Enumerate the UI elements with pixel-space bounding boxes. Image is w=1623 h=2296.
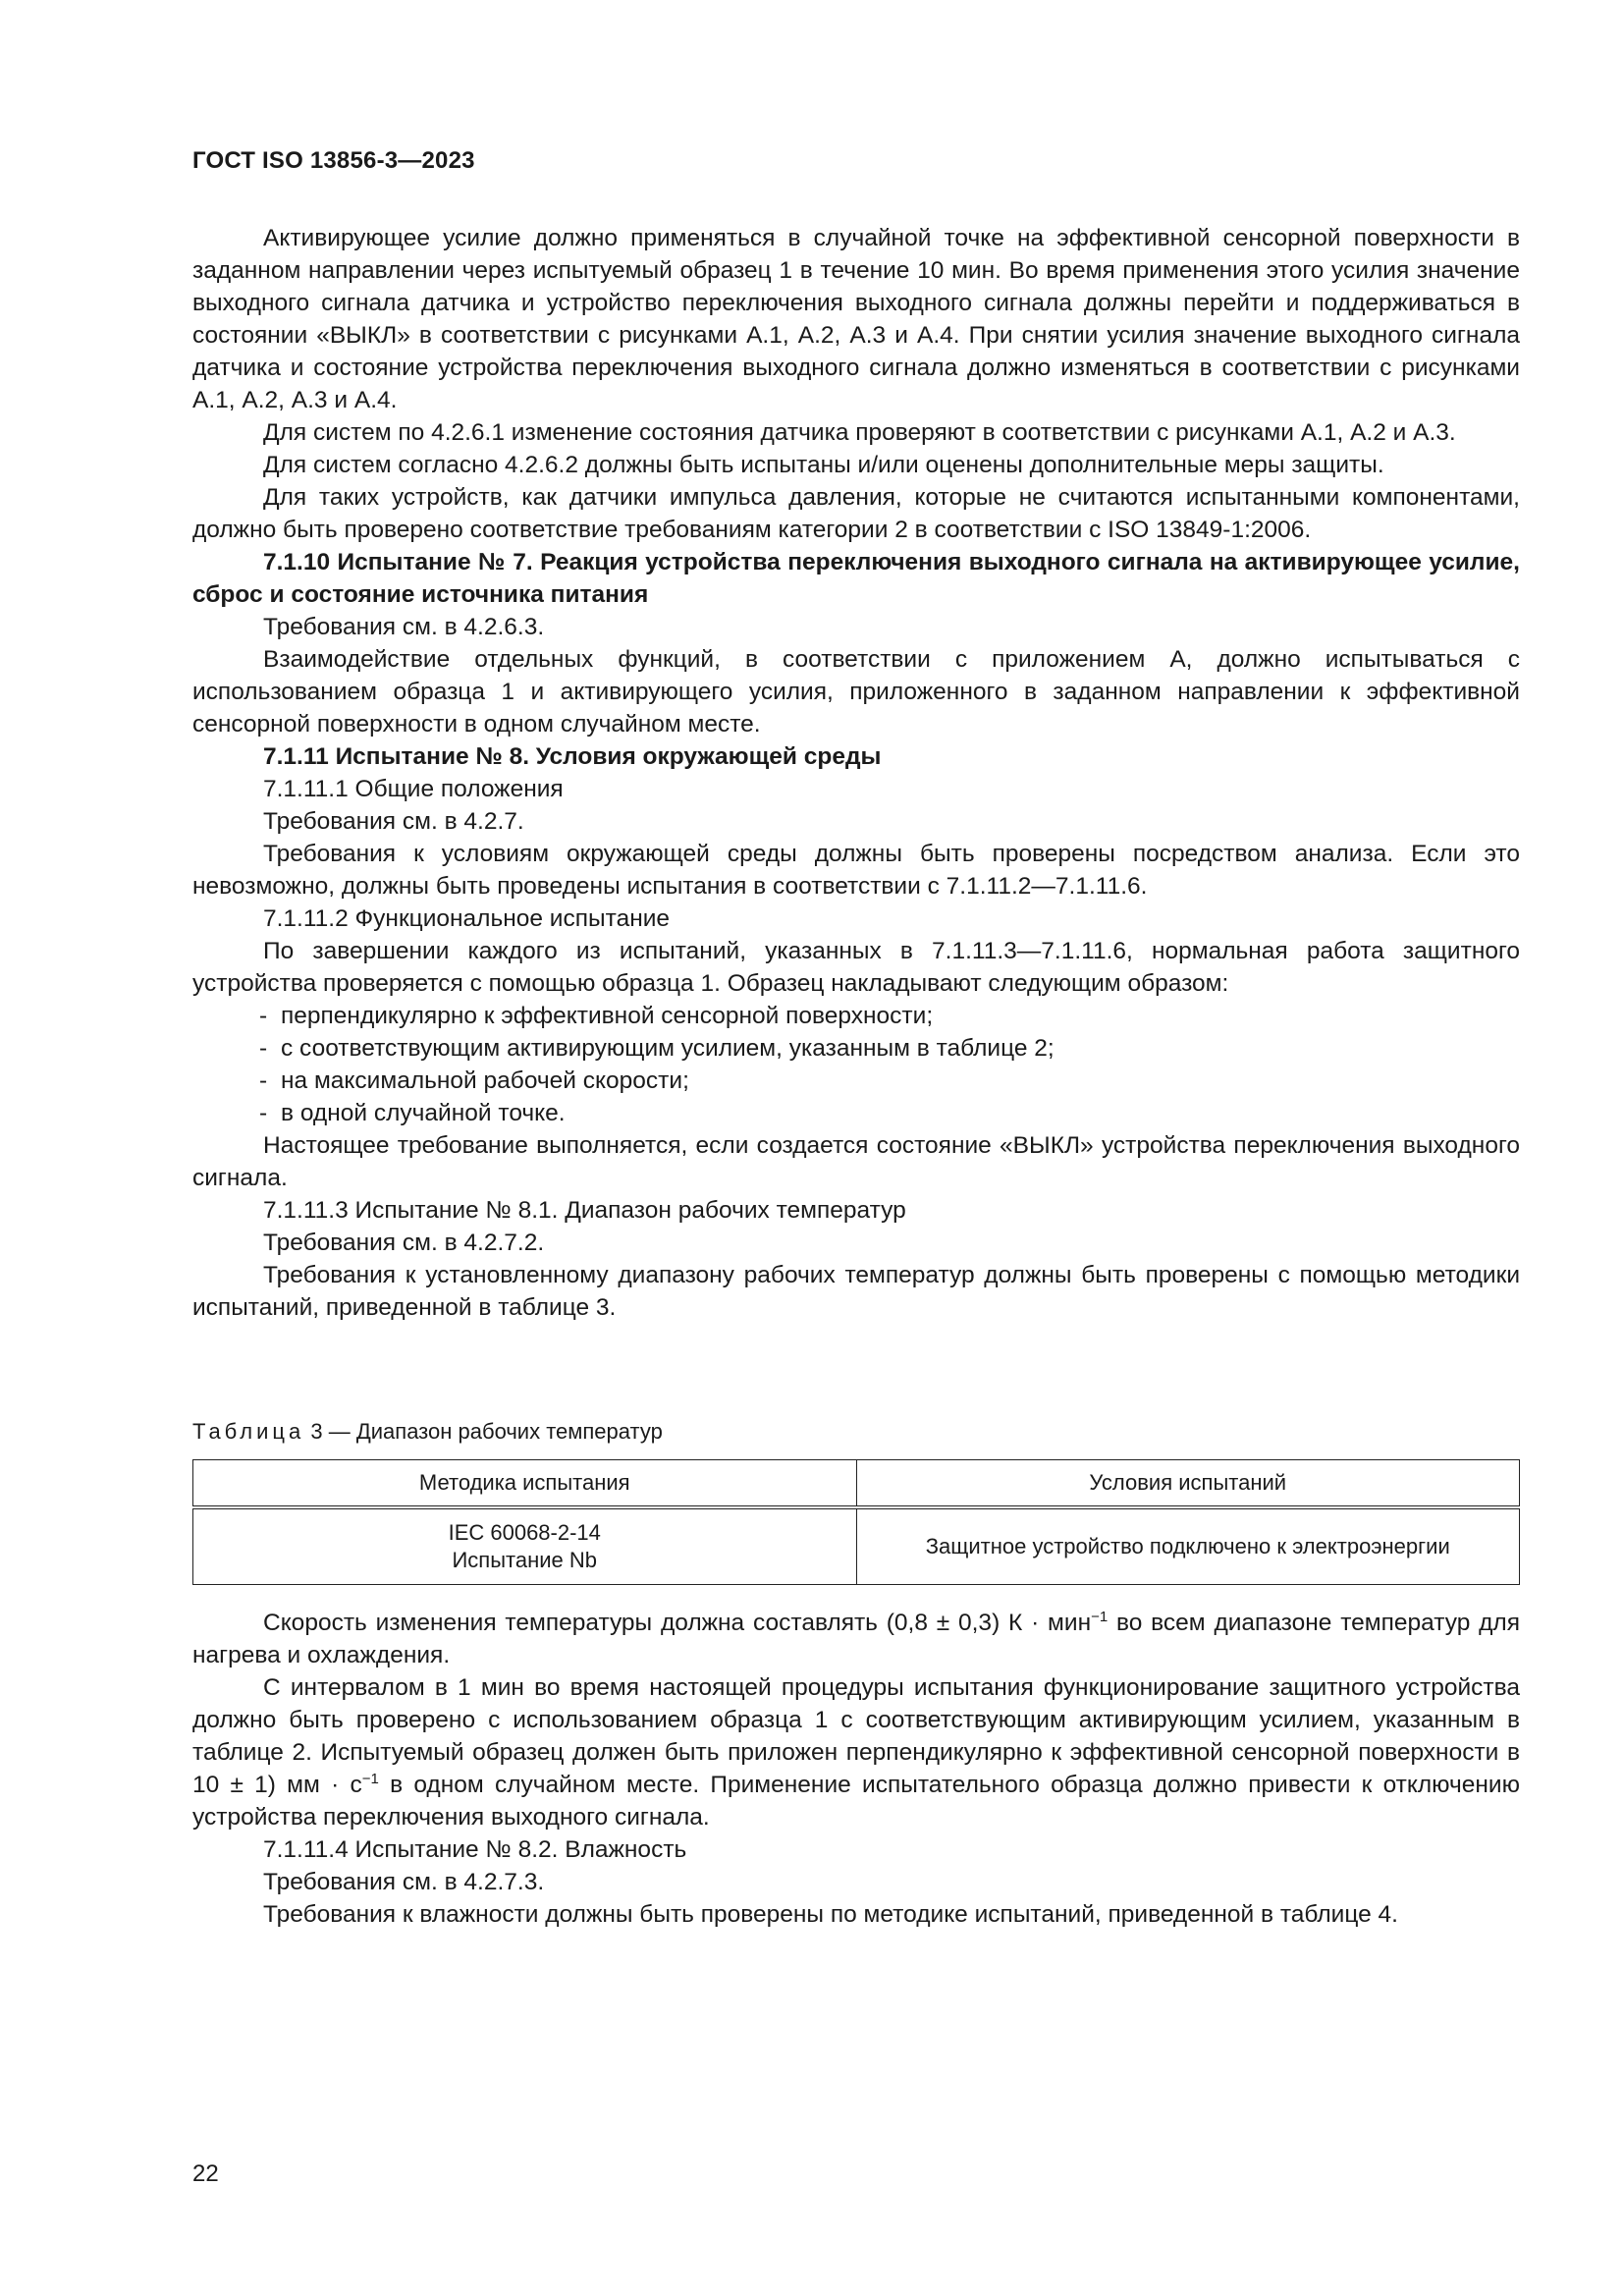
header-test-method: Методика испытания: [193, 1460, 857, 1508]
paragraph: Требования см. в 4.2.7.: [263, 808, 524, 835]
paragraph: Требования к условиям окружающей среды должны быть проверены посредством анализа. Если это невозможно, должны быть проведены испытания в соответствии с 7.1.11.2—7.1.11.6.: [192, 841, 1520, 900]
table-header-row: [193, 1460, 1520, 1508]
paragraph: Требования к установленному диапазону рабочих температур должны быть проверены с помощью методики испытаний, приведенной в таблице 3.: [192, 1262, 1520, 1321]
section-heading: 7.1.11 Испытание № 8. Условия окружающей среды: [263, 743, 882, 770]
body-text-upper: [192, 222, 1520, 1324]
paragraph: Требования см. в 4.2.7.2.: [263, 1230, 545, 1256]
paragraph: Настоящее требование выполняется, если создается состояние «ВЫКЛ» устройства переключения выходного сигнала.: [192, 1132, 1520, 1191]
cell-test-method: [193, 1507, 857, 1585]
paragraph-humidity-test: Требования к влажности должны быть проверены по методике испытаний, приведенной в таблице 4.: [263, 1901, 1398, 1928]
paragraph: 7.1.11.2 Функциональное испытание: [263, 905, 671, 932]
paragraph: По завершении каждого из испытаний, указанных в 7.1.11.3—7.1.11.6, нормальная работа защитного устройства проверяется с помощью образца 1. Образец накладывают следующим образом:: [192, 938, 1520, 997]
table-caption-title: 3 — Диапазон рабочих температур: [310, 1419, 663, 1444]
test-method-standard: IEC 60068-2-14: [448, 1520, 601, 1545]
body-text-lower: [192, 1607, 1520, 1931]
paragraph: Требования см. в 4.2.6.3.: [263, 614, 545, 640]
list-item: - в одной случайной точке.: [259, 1100, 566, 1126]
table-caption: [192, 1419, 663, 1445]
paragraph: Для систем по 4.2.6.1 изменение состояния датчика проверяют в соответствии с рисунками А.1, А.2 и А.3.: [263, 419, 1456, 446]
paragraph: Активирующее усилие должно применяться в случайной точке на эффективной сенсорной поверхности в заданном направлении через испытуемый образец 1 в течение 10 мин. Во время применения этого усилия значение выходного сигнала датчика и устройство переключения выходного сигнала должны перейти и поддерживаться в состоянии «ВЫКЛ» в соответствии с рисунками А.1, А.2, А.3 и А.4. При снятии усилия значение выходного сигнала датчика и состояние устройства переключения выходного сигнала должно изменяться в соответствии с рисунками А.1, А.2, А.3 и А.4.: [192, 225, 1520, 413]
paragraph-interval-check: С интервалом в 1 мин во время настоящей процедуры испытания функционирование защитного устройства должно быть проверено с использованием образца 1 с соответствующим активирующим усилием, указанным в таблице 2. Испытуемый образец должен быть приложен перпендикулярно к эффективной сенсорной поверхности в 10 ± 1) мм · $с^{-1}$ в одном случайном месте. Применение испытательного образца должно привести к отключению устройства переключения выходного сигнала.: [192, 1674, 1520, 1831]
document-header: ГОСТ ISO 13856-3—2023: [192, 147, 475, 174]
list-item: - перпендикулярно к эффективной сенсорной поверхности;: [259, 1003, 934, 1029]
paragraph: Для таких устройств, как датчики импульса давления, которые не считаются испытанными компонентами, должно быть проверено соответствие требованиям категории 2 в соответствии с ISO 13849-1:2006.: [192, 484, 1520, 543]
paragraph: 7.1.11.1 Общие положения: [263, 776, 564, 802]
list-item: - на максимальной рабочей скорости;: [259, 1067, 689, 1094]
section-heading: 7.1.10 Испытание № 7. Реакция устройства переключения выходного сигнала на активирующее усилие, сброс и состояние источника питания: [192, 549, 1520, 608]
paragraph-temperature-rate: Скорость изменения температуры должна составлять (0,8 ± 0,3) К · мин$^{-1}$ во всем диапазоне температур для нагрева и охлаждения.: [192, 1608, 1520, 1668]
paragraph-humidity-requirements: Требования см. в 4.2.7.3.: [263, 1869, 545, 1895]
paragraph: Взаимодействие отдельных функций, в соответствии с приложением А, должно испытываться с использованием образца 1 и активирующего усилия, приложенного в заданном направлении к эффективной сенсорной поверхности в одном случайном месте.: [192, 646, 1520, 738]
operating-temperature-table: [192, 1459, 1520, 1585]
header-test-conditions: Условия испытаний: [856, 1460, 1520, 1508]
paragraph-humidity-title: 7.1.11.4 Испытание № 8.2. Влажность: [263, 1836, 687, 1863]
list-item: - с соответствующим активирующим усилием, указанным в таблице 2;: [259, 1035, 1055, 1062]
page-number: 22: [192, 2160, 219, 2187]
table-caption-word: Таблица: [192, 1419, 305, 1444]
test-method-name: Испытание Nb: [452, 1548, 597, 1572]
paragraph: Для систем согласно 4.2.6.2 должны быть испытаны и/или оценены дополнительные меры защиты.: [263, 452, 1384, 478]
paragraph: 7.1.11.3 Испытание № 8.1. Диапазон рабочих температур: [263, 1197, 906, 1224]
cell-test-conditions: Защитное устройство подключено к электроэнергии: [856, 1507, 1520, 1585]
table-row: [193, 1507, 1520, 1585]
